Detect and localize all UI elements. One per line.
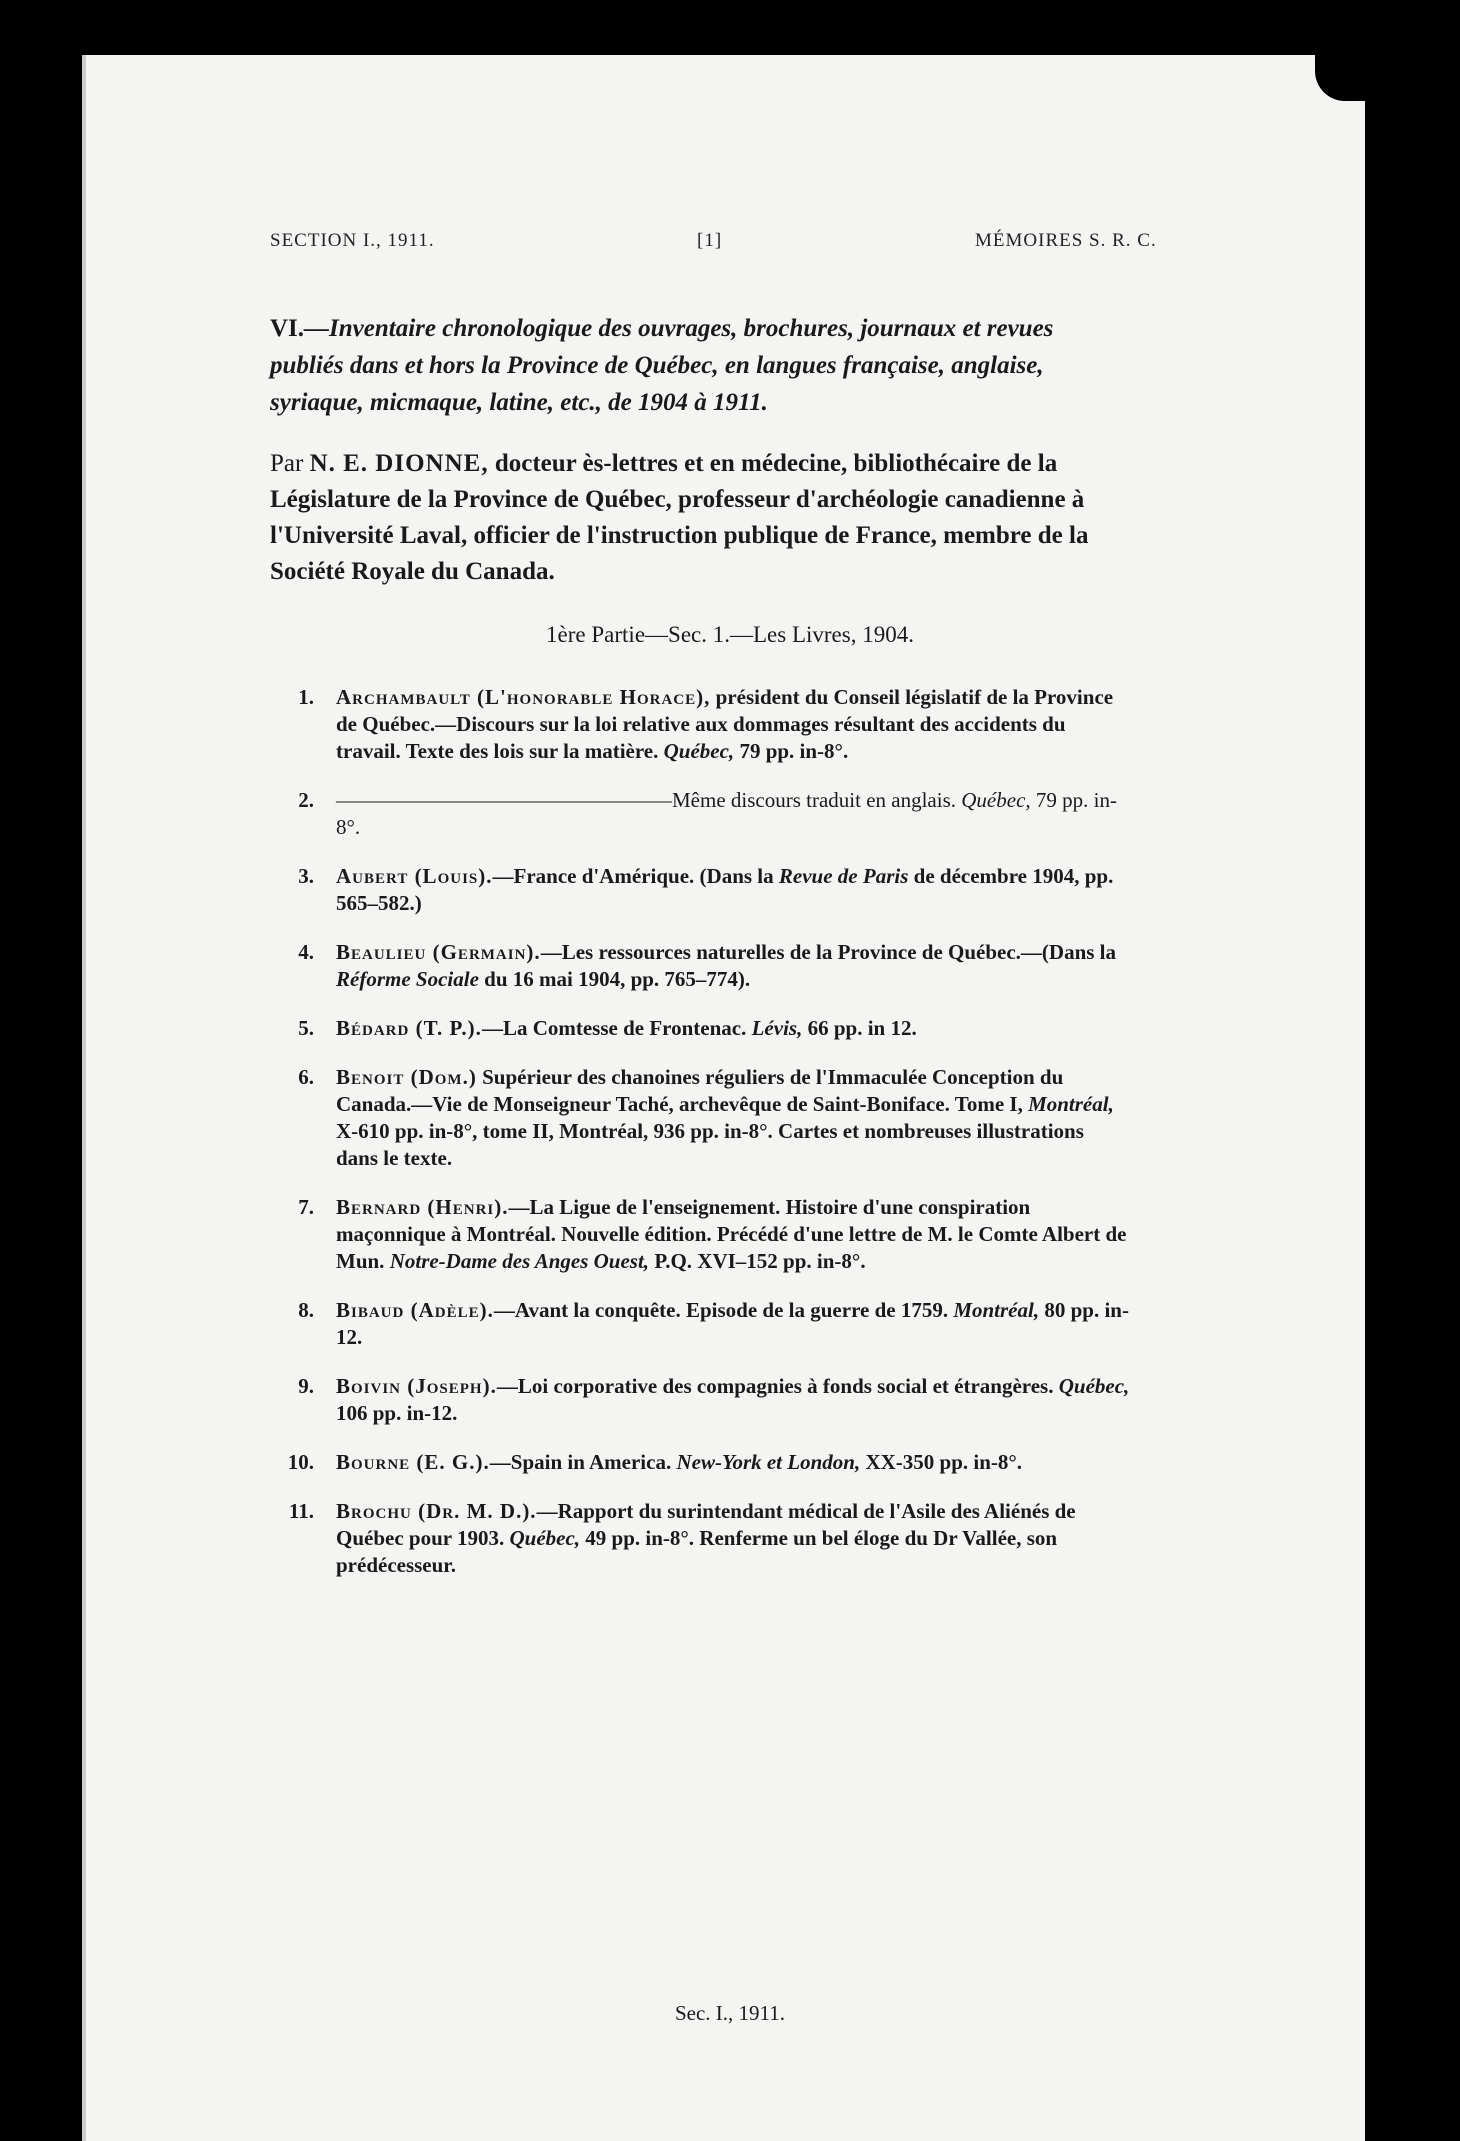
entry-number: 5. (298, 1016, 314, 1040)
entry-text: —Les ressources naturelles de la Province de Québec.—(Dans la (540, 940, 1117, 964)
entry-text: —Avant la conquête. Episode de la guerre de 1759. (493, 1298, 954, 1322)
entry-number: 2. (298, 788, 314, 812)
byline-text: docteur ès-lettres et en médecine, bibliothécaire de la Législature de la Province de Québec, professeur d'archéologie canadienne à l'Université Laval, officier de l'instruction publique de France, membre de la Société Royale du Canada. (270, 450, 1089, 585)
entry-place: New-York et London, (676, 1450, 861, 1474)
entry-number: 1. (298, 685, 314, 709)
page-number: [1] (697, 230, 723, 251)
entry-place: Montréal, (1028, 1092, 1114, 1116)
entry-tail: 80 pp. in-12. (336, 1298, 1129, 1349)
entry-number: 6. (298, 1065, 314, 1089)
entry-tail: 66 pp. in 12. (802, 1016, 917, 1040)
list-item (270, 1449, 1130, 1476)
entry-number: 3. (298, 864, 314, 888)
entry-tail: XX-350 pp. in-8°. (860, 1450, 1023, 1474)
byline (270, 446, 1130, 590)
entry-place: Québec, (961, 788, 1031, 812)
entry-number: 9. (298, 1374, 314, 1398)
entry-number: 11. (288, 1499, 314, 1523)
list-item (270, 787, 1130, 841)
byline-author: N. E. DIONNE, (309, 450, 489, 477)
part-heading: 1ère Partie—Sec. 1.—Les Livres, 1904. (546, 622, 914, 647)
entry-tail: 106 pp. in-12. (336, 1401, 458, 1425)
entry-number: 10. (287, 1450, 314, 1474)
page-footer: Sec. I., 1911. (674, 2001, 786, 2025)
entry-author: Beaulieu (Germain). (336, 940, 541, 964)
article-number: VI. (270, 315, 305, 342)
entry-author: Archambault (L'honorable Horace), (336, 685, 711, 709)
list-item (270, 1064, 1130, 1172)
entry-author: Bibaud (Adèle). (336, 1298, 494, 1322)
entry-tail: 49 pp. in-8°. Renferme un bel éloge du Dr Vallée, son prédécesseur. (336, 1526, 1058, 1577)
running-header-left: SECTION I., 1911. (270, 230, 435, 251)
entry-number: 4. (298, 940, 314, 964)
entry-text: —La Comtesse de Frontenac. (481, 1016, 752, 1040)
entry-tail: 79 pp. in-8°. (336, 788, 1117, 839)
entry-number: 7. (298, 1195, 314, 1219)
entry-place: Québec, (1058, 1374, 1130, 1398)
list-item (270, 684, 1130, 765)
entry-author: Benoit (Dom.) (336, 1065, 477, 1089)
article-title-text: —Inventaire chronologique des ouvrages, brochures, journaux et revues publiés dans et hors la Province de Québec, en langues française, anglaise, syriaque, micmaque, latine, etc., de 1904 à 1911. (270, 315, 1054, 416)
entry-author: Aubert (Louis). (336, 864, 493, 888)
list-item (270, 1373, 1130, 1427)
entry-text: —La Ligue de l'enseignement. Histoire d'une conspiration maçonnique à Montréal. Nouvelle édition. Précédé d'une lettre de M. le Comte Albert de Mun. (336, 1195, 1127, 1273)
list-item (270, 1498, 1130, 1579)
entry-author: ———————————————— (336, 788, 672, 812)
entry-place: Québec, (509, 1526, 581, 1550)
list-item (270, 939, 1130, 993)
entry-text: président du Conseil législatif de la Province de Québec.—Discours sur la loi relative aux dommages résultant des accidents du travail. Texte des lois sur la matière. (336, 685, 1114, 763)
list-item (270, 1015, 1130, 1042)
entry-text: —Spain in America. (489, 1450, 677, 1474)
entry-author: Bourne (E. G.). (336, 1450, 490, 1474)
entry-text: —Rapport du surintendant médical de l'Asile des Aliénés de Québec pour 1903. (336, 1499, 1076, 1550)
entry-tail: de décembre 1904, pp. 565–582.) (336, 864, 1114, 915)
entry-author: Bédard (T. P.). (336, 1016, 482, 1040)
byline-prefix: Par (270, 450, 304, 477)
running-header-right: MÉMOIRES S. R. C. (975, 230, 1157, 251)
bibliography-list (270, 684, 1130, 1601)
entry-place: Montréal, (953, 1298, 1040, 1322)
entry-tail: du 16 mai 1904, pp. 765–774). (478, 967, 751, 991)
entry-place: Lévis, (751, 1016, 803, 1040)
entry-text: —France d'Amérique. (Dans la (492, 864, 779, 888)
entry-number: 8. (298, 1298, 314, 1322)
list-item (270, 1297, 1130, 1351)
page-corner-fold (1315, 49, 1367, 101)
entry-tail: X-610 pp. in-8°, tome II, Montréal, 936 pp. in-8°. Cartes et nombreuses illustrations dans le texte. (336, 1119, 1084, 1170)
page-edge (82, 55, 86, 2141)
entry-tail: 79 pp. in-8°. (734, 739, 849, 763)
entry-text: Supérieur des chanoines réguliers de l'Immaculée Conception du Canada.—Vie de Monseigneur Taché, archevêque de Saint-Boniface. Tome I, (336, 1065, 1064, 1116)
entry-place: Québec, (663, 739, 735, 763)
list-item (270, 1194, 1130, 1275)
entry-place: Notre-Dame des Anges Ouest, (389, 1249, 650, 1273)
list-item (270, 863, 1130, 917)
entry-place: Réforme Sociale (336, 967, 479, 991)
entry-place: Revue de Paris (778, 864, 909, 888)
entry-author: Bernard (Henri). (336, 1195, 509, 1219)
entry-author: Brochu (Dr. M. D.). (336, 1499, 537, 1523)
entry-tail: P.Q. XVI–152 pp. in-8°. (649, 1249, 866, 1273)
entry-text: —Loi corporative des compagnies à fonds social et étrangères. (496, 1374, 1059, 1398)
entry-text: Même discours traduit en anglais. (672, 788, 962, 812)
entry-author: Boivin (Joseph). (336, 1374, 497, 1398)
article-title (270, 310, 1130, 421)
